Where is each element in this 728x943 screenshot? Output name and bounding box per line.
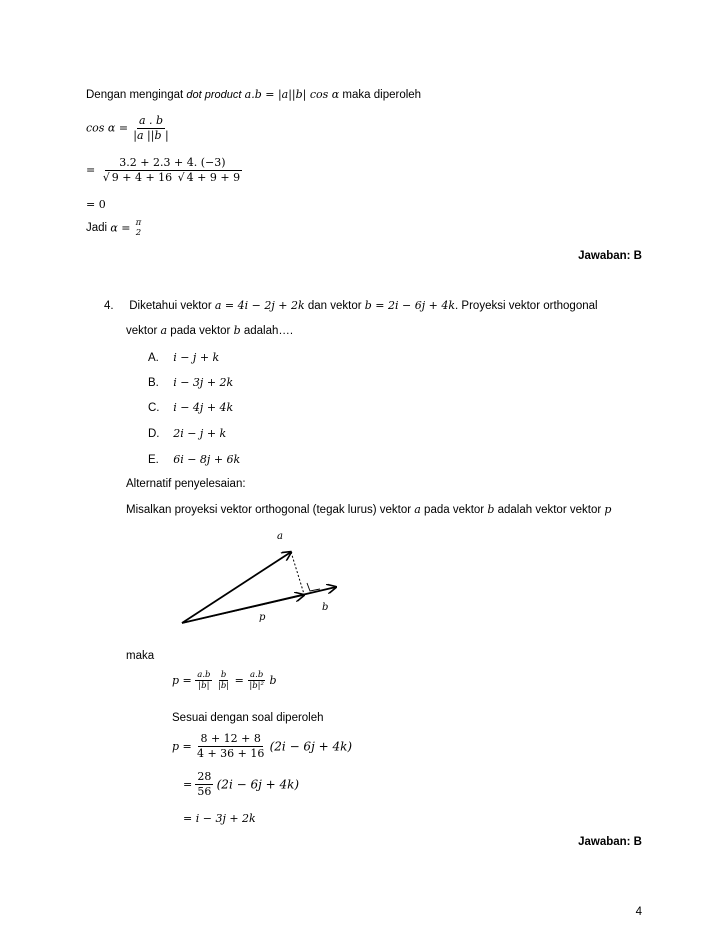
- intro-dot-product: dot product: [186, 89, 242, 101]
- p-frac-3: [247, 670, 266, 691]
- p-formula-eq: =: [234, 674, 244, 687]
- jadi-den: 2: [135, 228, 142, 238]
- vector-p-line: [182, 595, 304, 623]
- answer-2: Jawaban: B: [578, 836, 642, 848]
- option-value: 6i − 8j + 6k: [173, 453, 241, 466]
- option-value: i − 4j + 4k: [173, 401, 234, 414]
- q4-line1: [104, 299, 598, 312]
- option-value: i − 3j + 2k: [173, 376, 234, 389]
- calc-fraction: [101, 156, 244, 185]
- q4-misal-var-p: p: [604, 503, 612, 516]
- q4-misal-var-b: b: [487, 503, 495, 516]
- q4-number: 4.: [104, 300, 114, 312]
- jadi-label: Jadi: [86, 222, 108, 234]
- step1-num: 8 + 12 + 8: [200, 732, 261, 745]
- figure-label-b: b: [322, 602, 329, 613]
- intro-line: [86, 88, 421, 101]
- step2-tail: (2i − 6j + 4k): [216, 777, 300, 792]
- p-formula: [172, 670, 277, 691]
- p-frac-3-den: |b|²: [249, 681, 264, 691]
- figure-label-p: p: [259, 612, 266, 623]
- step1-lhs: p =: [172, 740, 192, 753]
- q4-misal-c: adalah vektor vektor: [497, 504, 602, 516]
- option-label: C.: [148, 402, 160, 414]
- jadi-lhs: α =: [110, 221, 131, 235]
- calc-eq: =: [86, 163, 96, 177]
- p-frac-2-num: b: [220, 670, 227, 680]
- q4-vec-a: a = 4i − 2j + 2k: [214, 299, 305, 312]
- q4-line2-var: a: [160, 324, 168, 337]
- calc-line: [86, 156, 244, 185]
- q4-misal-var-a: a: [414, 503, 421, 516]
- q4-option-c: [148, 401, 233, 414]
- option-label: E.: [148, 454, 159, 466]
- q4-option-e: [148, 453, 240, 466]
- page-number: 4: [635, 906, 642, 918]
- p-frac-1: [195, 670, 212, 691]
- figure-label-a: a: [277, 531, 283, 542]
- intro-text-before: Dengan mengingat: [86, 89, 187, 101]
- q4-text1: Diketahui vektor: [129, 300, 212, 312]
- q4-step2: [183, 770, 299, 799]
- cos-formula: [86, 114, 171, 143]
- step2-fraction: [195, 770, 213, 799]
- q4-option-d: [148, 427, 226, 440]
- q4-sesuai: Sesuai dengan soal diperoleh: [172, 712, 324, 724]
- q4-line2-c: adalah….: [243, 325, 294, 337]
- q4-line2-b: pada vektor: [170, 325, 231, 337]
- step1-tail: (2i − 6j + 4k): [269, 739, 353, 754]
- intro-formula: a.b = |a||b| cos α: [244, 88, 340, 101]
- q4-step1: [172, 732, 352, 761]
- jadi-line: [86, 218, 143, 238]
- q4-maka: maka: [126, 650, 155, 662]
- p-formula-lhs: p =: [172, 674, 192, 687]
- q4-vec-b: b = 2i − 6j + 4k: [364, 299, 456, 312]
- p-formula-tail: b: [269, 674, 277, 687]
- q4-step3: = i − 3j + 2k: [183, 812, 256, 825]
- intro-text-after: maka diperoleh: [339, 89, 422, 101]
- q4-text2: dan vektor: [307, 300, 362, 312]
- right-angle-mark: [307, 583, 320, 591]
- option-value: i − j + k: [173, 351, 220, 364]
- q4-text3: . Proyeksi vektor orthogonal: [455, 300, 598, 312]
- cos-fraction: [131, 114, 170, 143]
- q4-misal: [126, 503, 611, 516]
- q4-line2: [126, 324, 293, 337]
- option-label: D.: [148, 428, 160, 440]
- p-frac-2-den: |b|: [217, 681, 230, 691]
- q4-line2-var2: b: [233, 324, 241, 337]
- step1-den: 4 + 36 + 16: [196, 747, 265, 760]
- vector-a-line: [182, 552, 291, 623]
- cos-numerator: a . b: [138, 114, 164, 127]
- q4-misal-b: pada vektor: [424, 504, 485, 516]
- option-label: A.: [148, 352, 159, 364]
- step2-lhs: =: [183, 778, 193, 791]
- calc-den-b: 4 + 9 + 9: [186, 171, 241, 184]
- cos-lhs: cos α =: [86, 121, 129, 135]
- q4-line2-a: vektor: [126, 325, 158, 337]
- q4-misal-a: Misalkan proyeksi vektor orthogonal (tegak lurus) vektor: [126, 504, 412, 516]
- jadi-num: π: [135, 218, 142, 228]
- jadi-fraction: [134, 218, 144, 238]
- p-frac-1-den: |b|: [198, 681, 210, 691]
- step2-den: 56: [197, 785, 212, 798]
- calc-den-a: 9 + 4 + 16: [111, 171, 173, 184]
- calc-denominator: √ 9 + 4 + 16 √ 4 + 9 + 9: [102, 171, 241, 184]
- cos-denominator: |a ||b |: [133, 129, 169, 142]
- p-frac-2: [216, 670, 231, 691]
- option-label: B.: [148, 377, 159, 389]
- q4-option-b: [148, 376, 233, 389]
- answer-1: Jawaban: B: [578, 250, 642, 262]
- calc-numerator: 3.2 + 2.3 + 4. (−3): [105, 156, 239, 171]
- step1-fraction: [195, 732, 266, 761]
- q4-option-a: [148, 351, 219, 364]
- q4-alt: Alternatif penyelesaian:: [126, 478, 246, 490]
- p-frac-3-num: a.b: [250, 670, 264, 680]
- perpendicular-dashed-line: [291, 552, 304, 594]
- calc-result: = 0: [86, 198, 106, 211]
- option-value: 2i − j + k: [173, 427, 227, 440]
- p-frac-1-num: a.b: [197, 670, 211, 680]
- step2-num: 28: [197, 770, 212, 783]
